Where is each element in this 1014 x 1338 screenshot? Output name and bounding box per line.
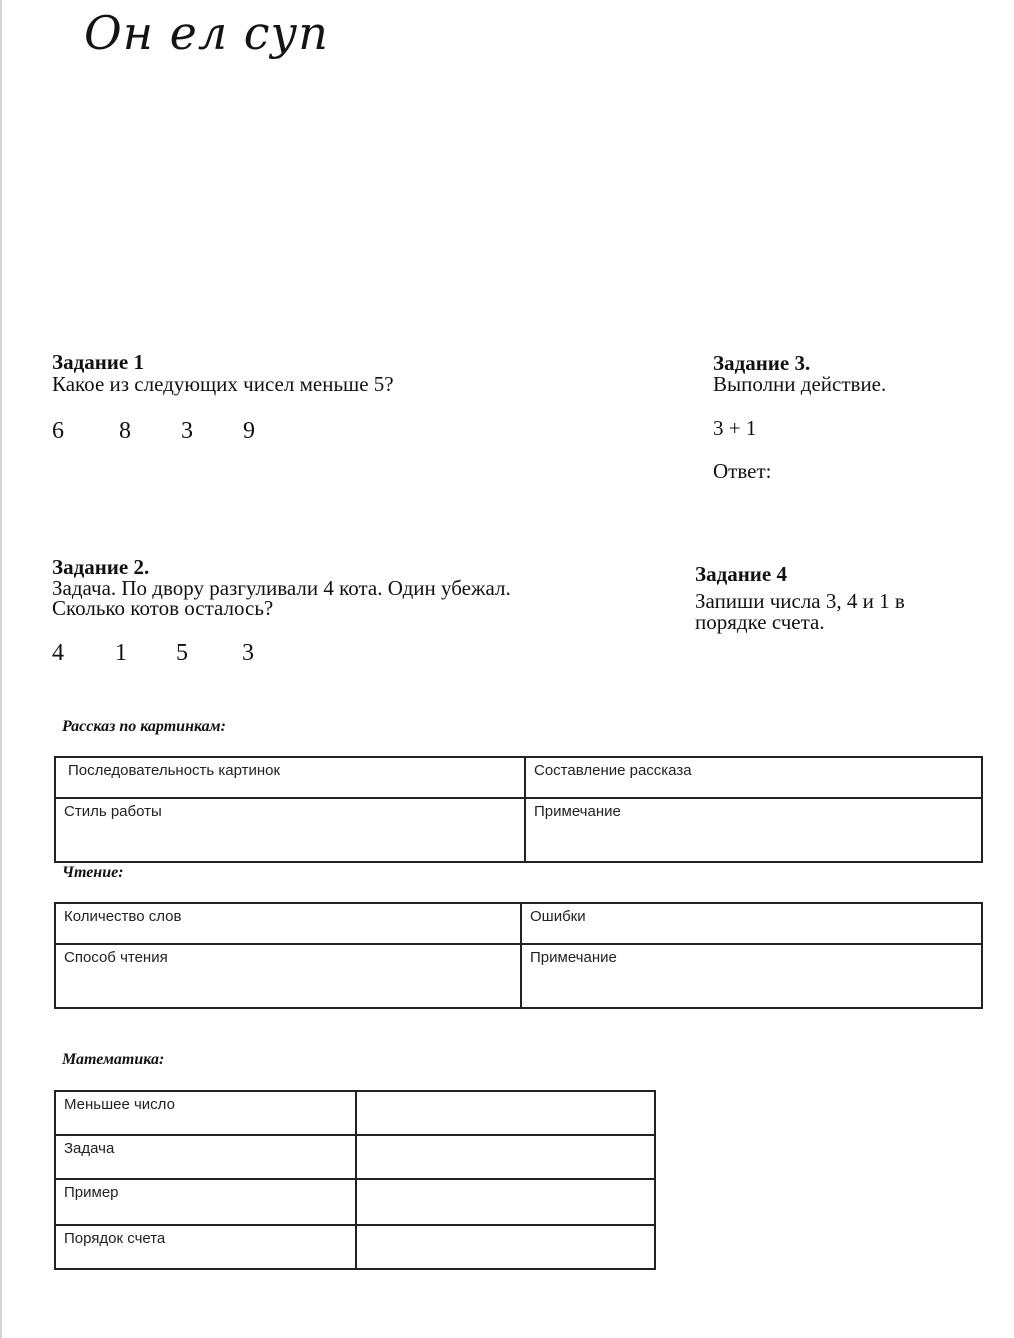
task1-option: 6 (52, 418, 64, 444)
task4-line2: порядке счета. (695, 610, 825, 634)
task2-line1: Задача. По двору разгуливали 4 кота. Один убежал. (52, 576, 511, 600)
task3-instruction: Выполни действие. (713, 372, 887, 396)
story-cell-sequence[interactable]: Последовательность картинок (55, 757, 525, 798)
math-cell-smaller-number: Меньшее число (55, 1091, 356, 1135)
story-cell-composition[interactable]: Составление рассказа (525, 757, 982, 798)
page-left-edge (0, 0, 2, 1338)
math-cell-example-value[interactable] (356, 1179, 655, 1225)
task3-title: Задание 3. (713, 351, 811, 375)
task2-option: 1 (115, 640, 127, 666)
math-cell-problem-value[interactable] (356, 1135, 655, 1179)
story-table (54, 756, 983, 863)
reading-table (54, 902, 983, 1009)
handwritten-sentence: Он ел суп (84, 6, 329, 60)
reading-section-label: Чтение: (62, 864, 124, 881)
task2-option: 4 (52, 640, 64, 666)
task2-line2: Сколько котов осталось? (52, 596, 274, 620)
task2-title: Задание 2. (52, 555, 150, 579)
math-table (54, 1090, 656, 1270)
task3-answer-label: Ответ: (713, 459, 772, 483)
math-cell-problem: Задача (55, 1135, 356, 1179)
reading-cell-errors[interactable]: Ошибки (521, 903, 982, 944)
math-cell-counting-order-value[interactable] (356, 1225, 655, 1269)
task4-line1: Запиши числа 3, 4 и 1 в (695, 589, 905, 613)
story-cell-work-style[interactable]: Стиль работы (55, 798, 525, 862)
task2-option: 5 (176, 640, 188, 666)
reading-cell-note[interactable]: Примечание (521, 944, 982, 1008)
reading-cell-method[interactable]: Способ чтения (55, 944, 521, 1008)
task1-title: Задание 1 (52, 350, 144, 374)
task1-option: 3 (181, 418, 193, 444)
math-cell-smaller-number-value[interactable] (356, 1091, 655, 1135)
math-section-label: Математика: (62, 1051, 165, 1068)
task1-question: Какое из следующих чисел меньше 5? (52, 372, 394, 396)
task1-option: 8 (119, 418, 131, 444)
task4-title: Задание 4 (695, 562, 787, 586)
math-cell-example: Пример (55, 1179, 356, 1225)
math-cell-counting-order: Порядок счета (55, 1225, 356, 1269)
reading-cell-word-count[interactable]: Количество слов (55, 903, 521, 944)
story-section-label: Рассказ по картинкам: (62, 718, 226, 735)
task2-option: 3 (242, 640, 254, 666)
story-cell-note[interactable]: Примечание (525, 798, 982, 862)
task1-option: 9 (243, 418, 255, 444)
task3-expression: 3 + 1 (713, 416, 757, 440)
